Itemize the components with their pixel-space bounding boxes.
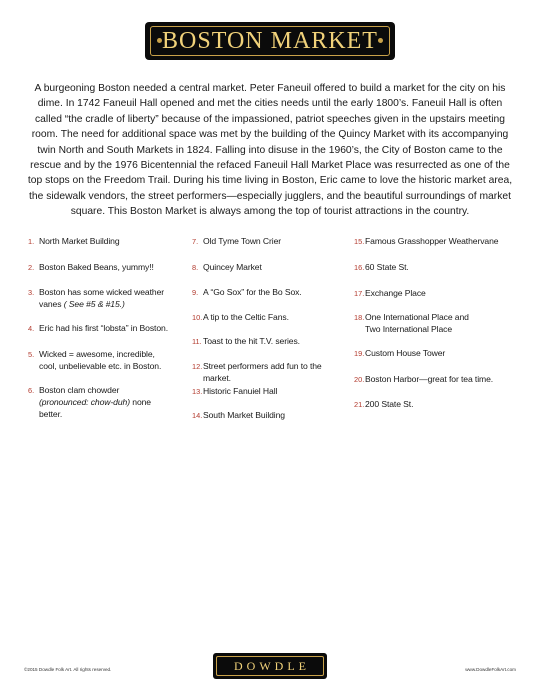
legend-item	[354, 262, 409, 274]
legend-item	[354, 288, 426, 300]
legend-text: Historic Fanuiel Hall	[203, 386, 278, 396]
legend-number: 11.	[192, 337, 202, 346]
dowdle-logo	[213, 653, 327, 679]
legend-item	[192, 386, 277, 398]
legend-item	[192, 262, 262, 274]
legend-number: 18.	[354, 313, 365, 322]
legend-number: 19.	[354, 349, 365, 358]
legend-text: Boston Baked Beans, yummy!!	[39, 262, 154, 272]
legend-number: 9.	[192, 288, 199, 297]
legend-text: Wicked = awesome, incredible, cool, unbelievable etc. in Boston.	[39, 349, 162, 371]
legend-item	[354, 374, 493, 386]
legend-text-tail: none better.	[39, 396, 151, 419]
legend-number: 15.	[354, 237, 365, 246]
legend-number: 3.	[28, 288, 35, 297]
legend-text: Boston has some wicked weather vanes	[39, 287, 165, 309]
legend-text: 200 State St.	[365, 399, 414, 409]
legend-note: ( See #5 & #15.)	[63, 298, 125, 309]
logo-text: DOWDLE	[234, 658, 310, 673]
legend-number: 6.	[28, 386, 35, 395]
legend-item	[28, 385, 168, 420]
legend-item	[192, 410, 285, 422]
intro-paragraph: A burgeoning Boston needed a central market. Peter Faneuil offered to build a market for the city on his dime. In 1742 Faneuil Hall opened and met the cities needs until the early 1800’s. Faneuil Hall is often called “the cradle of liberty” because of the impassioned, patriot speeches given in the upstairs meeting room. The need for additional space was met by the building of the Quincy Market with its accompanying twin North and South Markets in 1824. Falling into disuse in the 1960’s, the City of Boston came to the rescue and by the 1976 Bicentennial the refaced Faneuil Hall Market Place was resurrected as one of the top stops on the Freedom Trail. During his time living in Boston, Eric came to love the historic market area, the sidewalk vendors, the street performers—especially jugglers, and the beautiful surroundings of market square. This Boston Market is always among the top of tourist attractions in the country.	[27, 83, 513, 218]
copyright-text: ©2015 Dowdle Folk Art. All rights reserved.	[24, 667, 112, 672]
legend-item	[354, 348, 445, 360]
legend-item	[192, 236, 281, 248]
legend-item	[354, 236, 498, 248]
legend-item	[192, 312, 289, 324]
legend-text: North Market Building	[39, 236, 120, 246]
legend-text-line2: Two International Place	[365, 323, 453, 334]
legend-number: 10.	[192, 313, 203, 322]
legend-text: Boston Harbor—great for tea time.	[365, 374, 494, 384]
legend-item	[28, 287, 168, 311]
legend-item	[28, 349, 168, 373]
legend-item	[28, 236, 120, 248]
legend-text: Street performers add fun to the market.	[203, 361, 322, 383]
legend-number: 12.	[192, 362, 203, 371]
legend-text: Boston clam chowder	[39, 385, 120, 395]
legend-text: One International Place and	[365, 312, 469, 322]
legend-text: Eric had his first “lobsta” in Boston.	[39, 323, 168, 333]
legend-text: South Market Building	[203, 410, 285, 420]
legend-number: 4.	[28, 324, 35, 333]
legend-note: (pronounced: chow-duh)	[39, 396, 130, 407]
legend-number: 21.	[354, 400, 365, 409]
legend-item	[192, 336, 300, 348]
page-title: BOSTON MARKET	[162, 28, 378, 54]
legend-text: Toast to the hit T.V. series.	[203, 336, 300, 346]
legend-number: 8.	[192, 263, 199, 272]
legend-item	[192, 361, 347, 385]
legend-text: Famous Grasshopper Weathervane	[365, 236, 499, 246]
legend-item	[28, 323, 168, 335]
legend-number: 13.	[192, 387, 203, 396]
legend-number: 5.	[28, 350, 35, 359]
legend-text: Custom House Tower	[365, 348, 446, 358]
legend-number: 16.	[354, 263, 365, 272]
legend-number: 1.	[28, 237, 35, 246]
legend-item	[28, 262, 154, 274]
legend-text: Old Tyme Town Crier	[203, 236, 282, 246]
legend-text: Exchange Place	[365, 288, 426, 298]
website-url: www.DowdleFolkArt.com	[465, 667, 516, 672]
legend-number: 20.	[354, 375, 365, 384]
legend-number: 7.	[192, 237, 199, 246]
legend-number: 17.	[354, 289, 365, 298]
legend-text: A “Go Sox” for the Bo Sox.	[203, 287, 302, 297]
legend-number: 14.	[192, 411, 203, 420]
title-plaque	[145, 22, 395, 60]
legend-item	[354, 312, 469, 336]
title-plaque-ornament-right	[378, 38, 383, 43]
legend-item	[192, 287, 302, 299]
legend-item	[354, 399, 413, 411]
legend-number: 2.	[28, 263, 35, 272]
legend-text: Quincey Market	[203, 262, 262, 272]
legend-text: A tip to the Celtic Fans.	[203, 312, 289, 322]
legend-text: 60 State St.	[365, 262, 409, 272]
